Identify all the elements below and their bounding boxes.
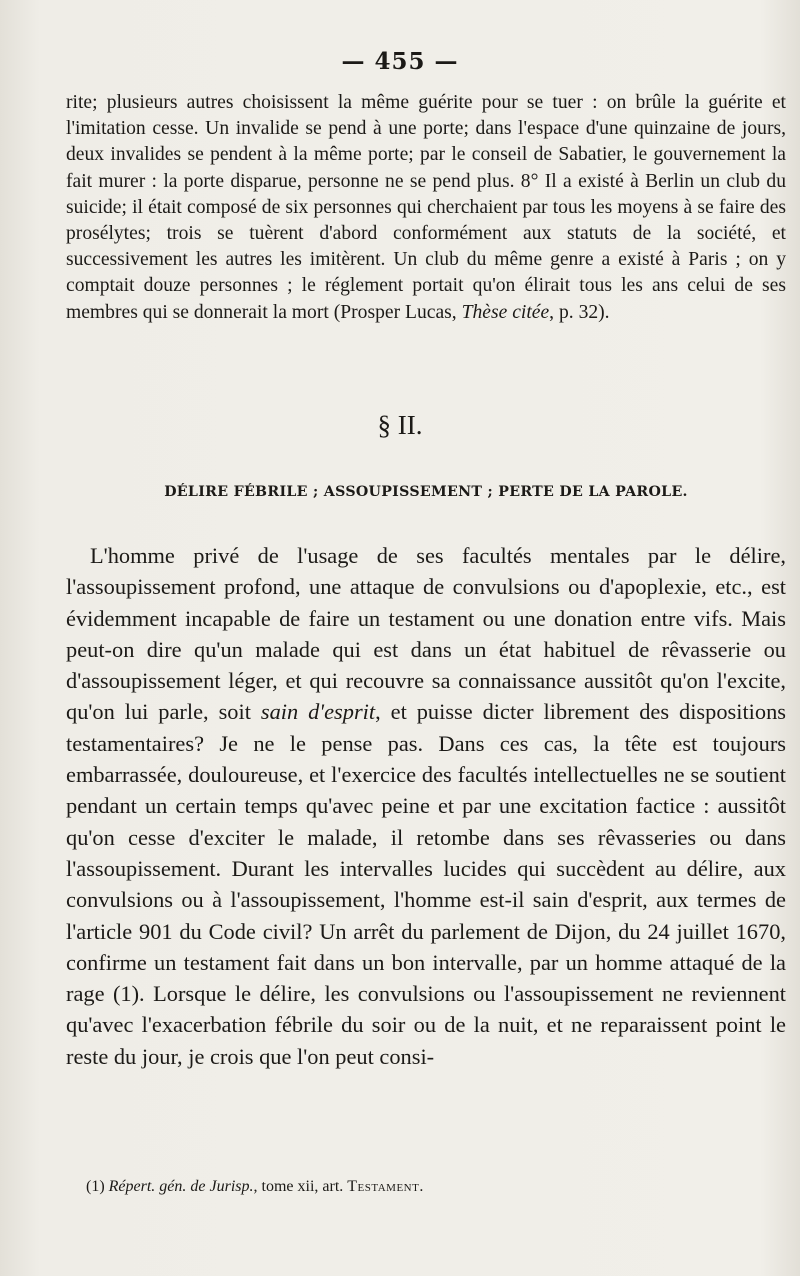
continued-text-part1: rite; plusieurs autres choisissent la même guérite pour se tuer : on brûle la guérite et l'imitation cesse. Un invalide se pend à une porte; dans l'espace d'une quinzaine de jours, deux invalides se pendent à la même porte; par le conseil de Sabatier, le gouvernement la fait murer : la porte disparue, personne ne se pend plus. 8° Il a existé à Berlin un club du suicide; il était composé de six personnes qui cherchaient par tous les moyens à se faire des prosélytes; trois se tuèrent d'abord conformément aux statuts de la société, et successivement les autres les imitèrent. Un club du même genre a existé à Paris ; on y comptait douze personnes ; le réglement portait qu'on élirait tous les ans celui de ses membres qui se donnerait la mort (Prosper Lucas, bbox=[66, 92, 786, 323]
main-text-part1: L'homme privé de l'usage de ses facultés mentales par le délire, l'assoupissement profond, une attaque de convulsions ou d'apoplexie, etc., est évidemment incapable de faire un testament ou une donation entre vifs. Mais peut-on dire qu'un malade qui est dans un état habituel de rêvasserie ou d'assoupissement léger, et qui recouvre sa connaissance aussitôt qu'on l'excite, qu'on lui parle, soit bbox=[66, 543, 786, 725]
footnote-marker: (1) bbox=[86, 1178, 105, 1195]
footnote-end: . bbox=[419, 1178, 424, 1195]
section-title: DÉLIRE FÉBRILE ; ASSOUPISSEMENT ; PERTE DE LA PAROLE. bbox=[164, 484, 688, 500]
main-paragraph bbox=[66, 540, 786, 1072]
continued-text-part2: , p. 32). bbox=[549, 301, 610, 323]
page-number: — 455 — bbox=[341, 48, 459, 75]
main-text-part2: , et puisse dicter librement des dispositions testamentaires? Je ne le pense pas. Dans ces cas, la tête est toujours embarrassée, douloureuse, et l'exercice des facultés intellectuelles ne se soutient pendant un certain temps qu'avec peine et par une excitation factice : aussitôt qu'on cesse d'exciter le malade, il retombe dans ses rêvasseries ou dans l'assoupissement. Durant les intervalles lucides qui succèdent au délire, aux convulsions ou à l'assoupissement, l'homme est-il sain d'esprit, aux termes de l'article 901 du Code civil? Un arrêt du parlement de Dijon, du 24 juillet 1670, confirme un testament fait dans un bon intervalle, par un homme attaqué de la rage (1). Lorsque le délire, les convulsions ou l'assoupissement ne reviennent qu'avec l'exacerbation fébrile du soir ou de la nuit, et ne reparaissent point le reste du jour, je crois que l'on peut consi- bbox=[66, 699, 787, 1069]
footnote-article: Testament bbox=[347, 1178, 420, 1195]
footnote bbox=[86, 1178, 786, 1196]
continued-paragraph bbox=[66, 90, 786, 326]
citation-italic: Thèse citée bbox=[461, 301, 550, 323]
main-italic-phrase: sain d'esprit bbox=[260, 699, 376, 725]
footnote-reference: Répert. gén. de Jurisp. bbox=[108, 1178, 254, 1195]
section-heading: § II. bbox=[377, 410, 423, 440]
footnote-middle: , tome xii, art. bbox=[253, 1178, 348, 1195]
